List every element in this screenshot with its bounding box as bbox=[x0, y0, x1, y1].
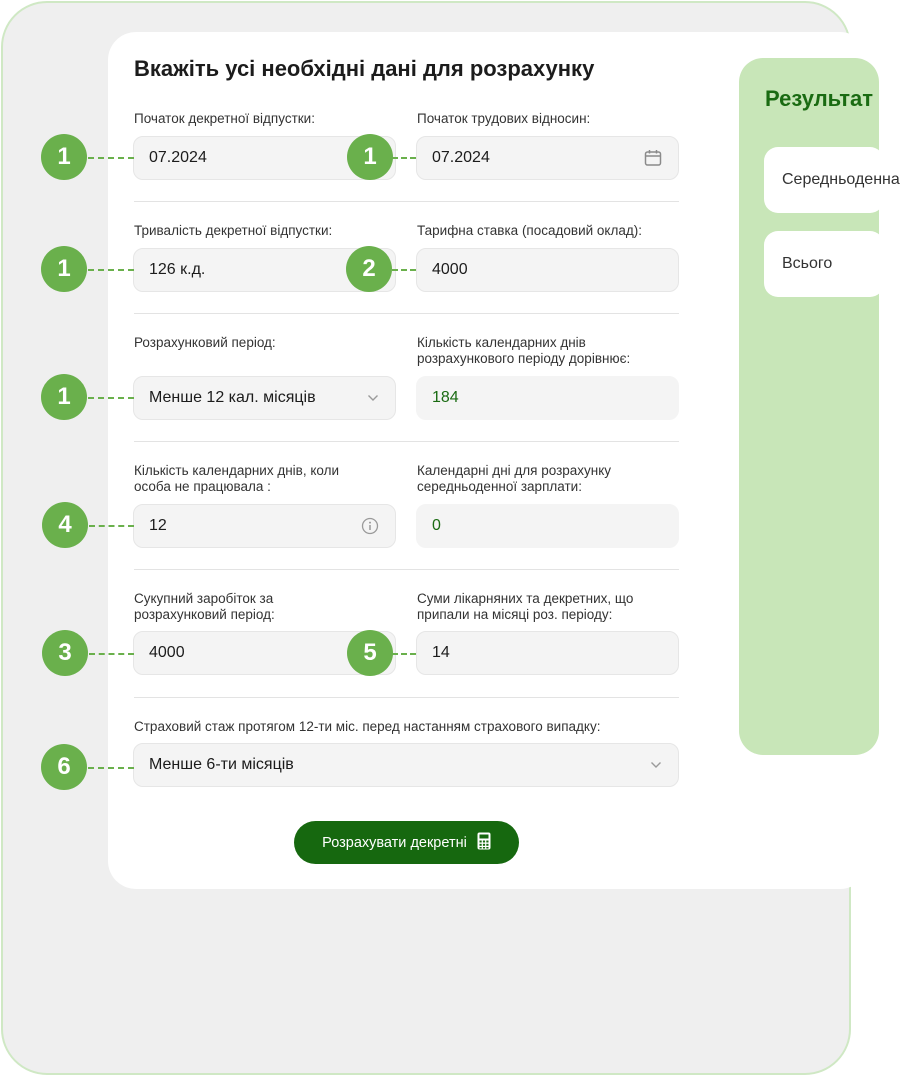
step-badge: 1 bbox=[41, 246, 87, 292]
divider bbox=[134, 569, 679, 570]
result-row-average: Середньоденна bbox=[764, 147, 884, 213]
total-earnings-label: Сукупний заробіток за розрахунковий період: bbox=[134, 591, 275, 622]
sick-sums-label: Суми лікарняних та декретних, що припали на місяці роз. періоду: bbox=[417, 591, 634, 622]
divider bbox=[134, 313, 679, 314]
calendar-days-label: Кількість календарних днів розрахункового періоду дорівнює: bbox=[417, 335, 631, 366]
calendar-icon[interactable] bbox=[644, 149, 662, 167]
connector-line bbox=[392, 157, 416, 159]
connector-line bbox=[392, 269, 416, 271]
connector-line bbox=[88, 767, 134, 769]
chevron-down-icon bbox=[367, 394, 379, 402]
result-title: Результат bbox=[765, 86, 874, 111]
leave-start-label: Початок декретної відпустки: bbox=[134, 111, 315, 126]
employment-start-input[interactable]: 07.2024 bbox=[416, 136, 679, 180]
connector-line bbox=[89, 653, 134, 655]
result-panel bbox=[739, 58, 900, 755]
step-badge: 6 bbox=[41, 744, 87, 790]
calculate-button[interactable]: Розрахувати декретні bbox=[294, 821, 519, 864]
days-for-salary-label: Календарні дні для розрахунку середньоденної зарплати: bbox=[417, 463, 612, 494]
connector-line bbox=[89, 525, 134, 527]
divider bbox=[134, 201, 679, 202]
sick-sums-input[interactable]: 14 bbox=[416, 631, 679, 675]
calendar-days-value: 184 bbox=[416, 376, 679, 420]
page-title: Вкажіть усі необхідні дані для розрахунку bbox=[134, 56, 595, 81]
step-badge: 5 bbox=[347, 630, 393, 676]
leave-duration-label: Тривалість декретної відпустки: bbox=[134, 223, 333, 238]
tariff-rate-input[interactable]: 4000 bbox=[416, 248, 679, 292]
leave-duration-input[interactable]: 126 к.д. bbox=[133, 248, 396, 292]
step-badge: 1 bbox=[41, 374, 87, 420]
connector-line bbox=[88, 157, 134, 159]
calc-period-select[interactable]: Менше 12 кал. місяців bbox=[133, 376, 396, 420]
step-badge: 4 bbox=[42, 502, 88, 548]
connector-line bbox=[392, 653, 416, 655]
calc-period-label: Розрахунковий період: bbox=[134, 335, 276, 350]
employment-start-label: Початок трудових відносин: bbox=[417, 111, 591, 126]
step-badge: 1 bbox=[41, 134, 87, 180]
result-row-total: Всього bbox=[764, 231, 884, 297]
insurance-period-select[interactable]: Менше 6-ти місяців bbox=[133, 743, 679, 787]
days-for-salary-value: 0 bbox=[416, 504, 679, 548]
connector-line bbox=[88, 397, 134, 399]
divider bbox=[134, 441, 679, 442]
tariff-rate-label: Тарифна ставка (посадовий оклад): bbox=[417, 223, 642, 238]
step-badge: 3 bbox=[42, 630, 88, 676]
insurance-period-label: Страховий стаж протягом 12-ти міс. перед настанням страхового випадку: bbox=[134, 719, 601, 734]
step-badge: 2 bbox=[346, 246, 392, 292]
calculator-icon bbox=[477, 832, 491, 854]
days-not-worked-input[interactable]: 12 bbox=[133, 504, 396, 548]
connector-line bbox=[88, 269, 134, 271]
divider bbox=[134, 697, 679, 698]
total-earnings-input[interactable]: 4000 bbox=[133, 631, 396, 675]
step-badge: 1 bbox=[347, 134, 393, 180]
info-icon[interactable] bbox=[361, 517, 379, 535]
days-not-worked-label: Кількість календарних днів, коли особа не працювала : bbox=[134, 463, 340, 494]
leave-start-input[interactable]: 07.2024 bbox=[133, 136, 396, 180]
chevron-down-icon bbox=[650, 761, 662, 769]
